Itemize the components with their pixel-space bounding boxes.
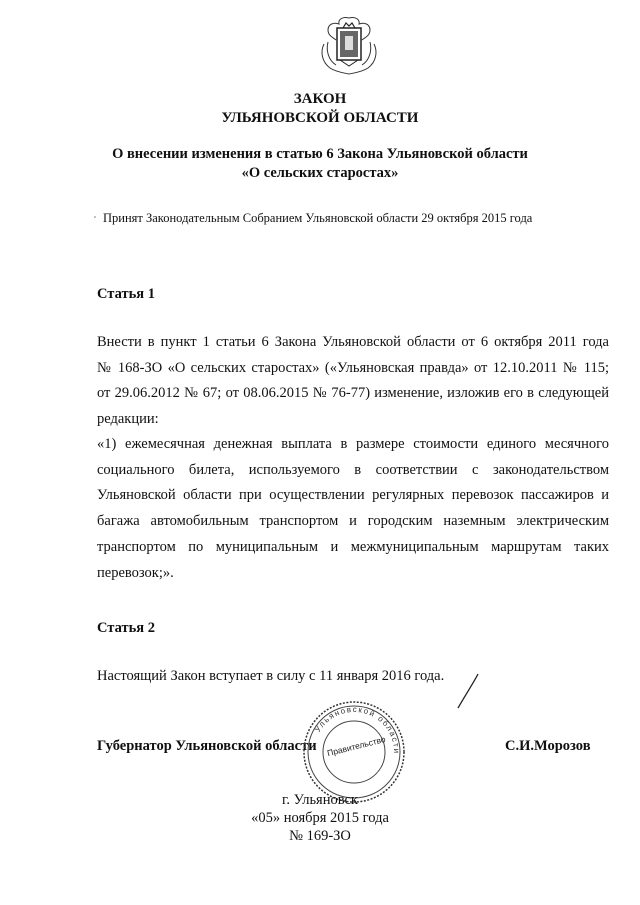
official-seal xyxy=(302,700,406,804)
text-line: социального билета, используемого в соответствии с законодательством xyxy=(97,461,609,478)
law-title-line1: ЗАКОН xyxy=(293,91,347,107)
signing-date: «05» ноября 2015 года xyxy=(251,810,389,826)
article-2-heading: Статья 2 xyxy=(97,620,155,636)
text-line: № 168-ЗО «О сельских старостах» («Ульяновская правда» от 12.10.2011 № 115; xyxy=(97,359,609,376)
law-number: № 169-ЗО xyxy=(289,828,351,844)
text-line: «1) ежемесячная денежная выплата в размере стоимости единого месячного xyxy=(97,436,609,452)
signatory-position: Губернатор Ульяновской области xyxy=(97,738,317,754)
article-1-paragraph-2 xyxy=(97,432,609,586)
law-subtitle xyxy=(0,145,640,183)
text-line: багажа автомобильным транспортом и городским наземным электрическим xyxy=(97,513,609,530)
adoption-note: Принят Законодательным Собранием Ульяновской области 29 октября 2015 года xyxy=(103,211,533,225)
text-line: редакции: xyxy=(97,411,159,428)
coat-of-arms-emblem xyxy=(316,14,382,76)
text-line: перевозок;». xyxy=(97,564,174,581)
signature-stroke xyxy=(452,672,482,712)
svg-text:Ульяновской области: Ульяновской области xyxy=(312,704,402,755)
signatory-name: С.И.Морозов xyxy=(505,738,591,754)
article-1-paragraph-1 xyxy=(97,330,609,433)
law-title-line2: УЛЬЯНОВСКОЙ ОБЛАСТИ xyxy=(221,110,419,126)
text-line: Ульяновской области при осуществлении регулярных перевозок пассажиров и xyxy=(97,487,609,504)
scan-mark xyxy=(93,206,97,210)
law-subtitle-line1: О внесении изменения в статью 6 Закона Ульяновской области xyxy=(112,146,528,162)
svg-text:Правительство: Правительство xyxy=(326,734,387,759)
article-2-text: Настоящий Закон вступает в силу с 11 января 2016 года. xyxy=(97,668,445,684)
article-1-heading: Статья 1 xyxy=(97,286,155,302)
text-line: транспортом по муниципальным и межмуниципальным маршрутам таких xyxy=(97,538,609,555)
place-of-signing: г. Ульяновск xyxy=(282,792,358,808)
law-title xyxy=(0,90,640,128)
text-line: Внести в пункт 1 статьи 6 Закона Ульяновской области от 6 октября 2011 года xyxy=(97,334,609,350)
law-subtitle-line2: «О сельских старостах» xyxy=(241,165,399,181)
text-line: от 29.06.2012 № 67; от 08.06.2015 № 76-77) изменение, изложив его в следующей xyxy=(97,385,609,402)
